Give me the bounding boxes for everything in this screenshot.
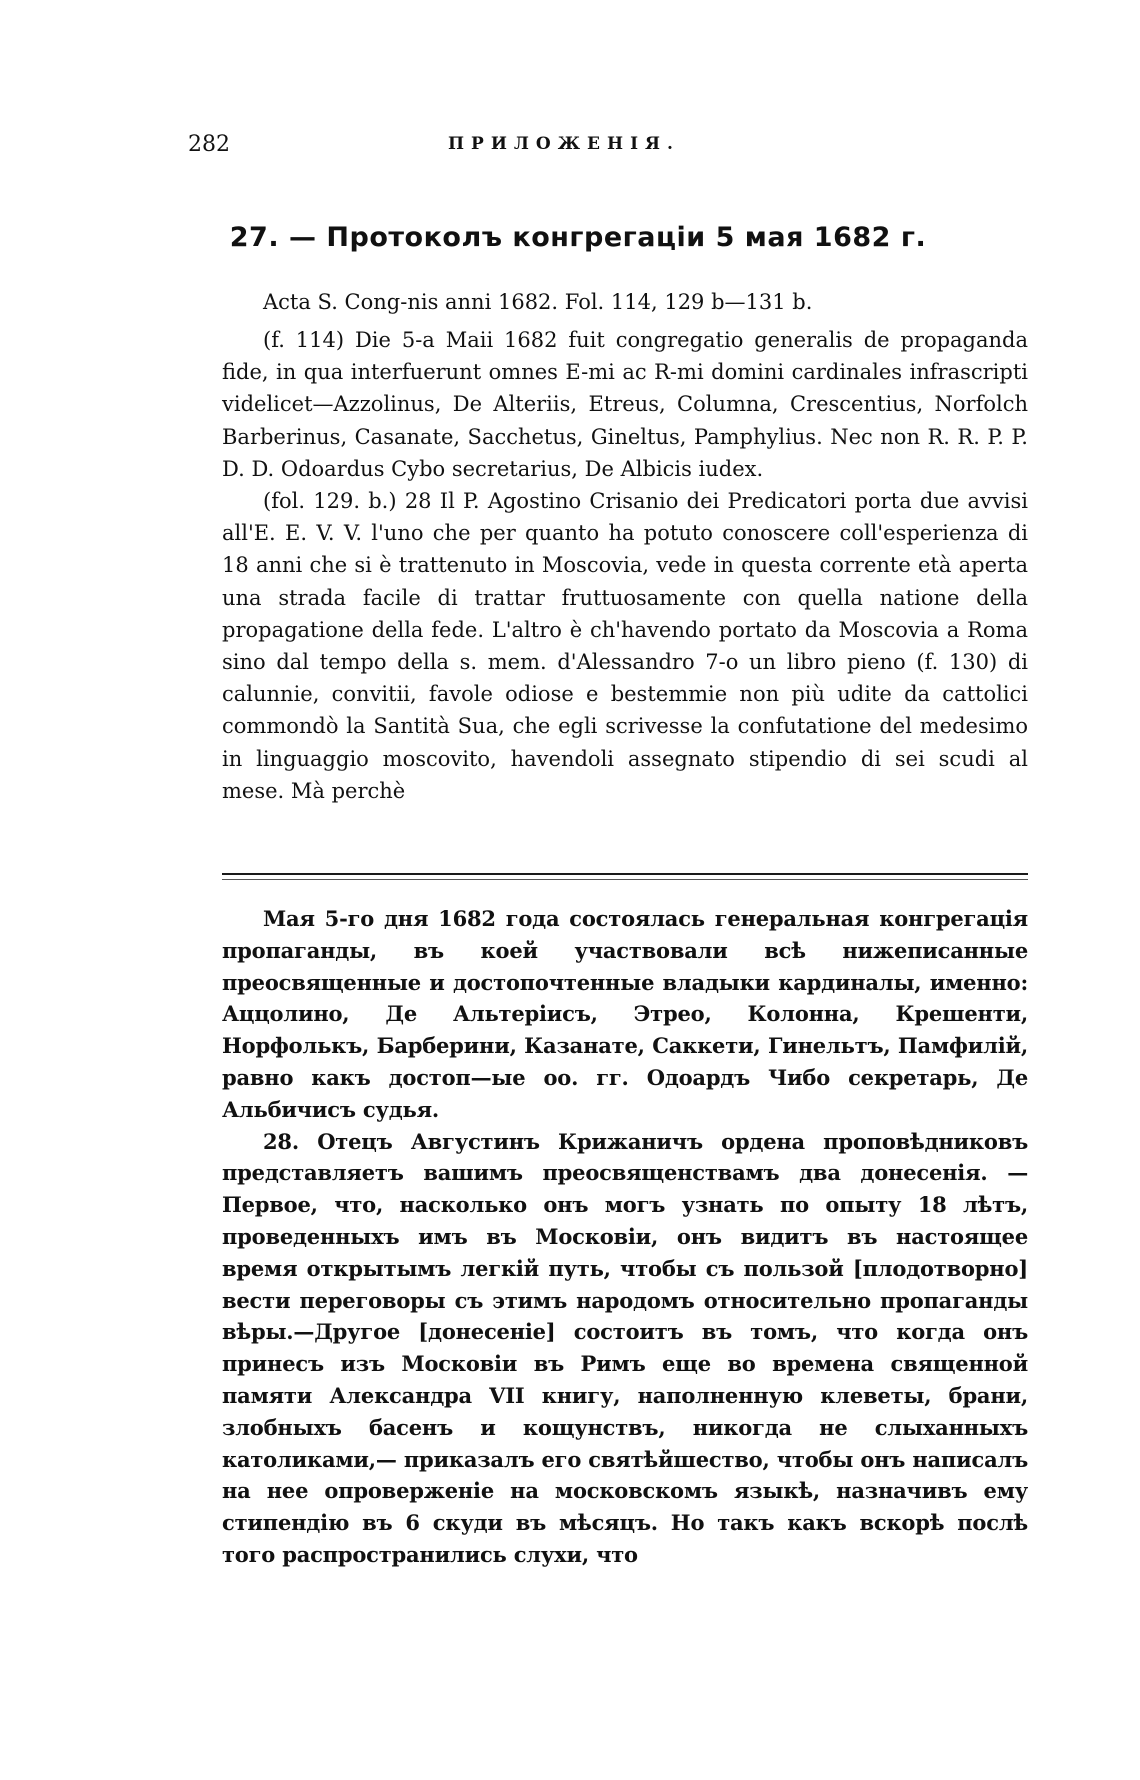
- folio-reference: (f. 114): [263, 328, 345, 352]
- latin-paragraph-2-text: 28 Il P. Agostino Crisanio dei Predicatori porta due avvisi all'E. E. V. V. l'uno che per quanto ha potuto conoscere coll'esperienza di 18 anni che si è trattenuto in Moscovia, vede in questa corrente età aperta una strada facile di trattar fruttuosamente con quella natione della propagatione della fede. L'altro è ch'havendo portato da Moscovia a Roma sino dal tempo della s. mem. d'Alessandro 7-o un libro pieno (f. 130) di calunnie, convitii, favole odiose e bestemmie non più udite da cattolici commondò la Santità Sua, che egli scrivesse la confutatione del medesimo in linguaggio moscovito, havendoli assegnato stipendio di sei scudi al mese. Mà perchè: [222, 489, 1028, 803]
- latin-paragraph-1: [222, 324, 1028, 485]
- divider-rule-thin: [222, 879, 1028, 880]
- folio-reference: (fol. 129. b.): [263, 489, 397, 514]
- russian-paragraph-1: Мая 5-го дня 1682 года состоялась генеральная конгрегація пропаганды, въ коей участвовали всѣ нижеписанные преосвященные и достопочтенные владыки кардиналы, именно: Аццолино, Де Альтерiисъ, Этрео, Колонна, Крешенти, Норфолькъ, Барберини, Казанате, Саккети, Гинельтъ, Памфилій, равно какъ достоп—ые оо. гг. Одоардъ Чибо секретарь, Де Альбичисъ судья.: [222, 906, 1028, 1122]
- divider-rule: [222, 873, 1028, 875]
- russian-paragraph-2: 28. Отецъ Августинъ Крижаничъ ордена проповѣдниковъ представляетъ вашимъ преосвященствамъ два донесенія. — Первое, что, насколько онъ могъ узнать по опыту 18 лѣтъ, проведенныхъ имъ въ Московіи, онъ видитъ въ настоящее время открытымъ легкій путь, чтобы съ пользой [плодотворно] вести переговоры съ этимъ народомъ относительно пропаганды вѣры.—Другое [донесеніе] состоитъ въ томъ, что когда онъ принесъ изъ Московіи въ Римъ еще во времена священной памяти Александра VII книгу, наполненную клеветы, брани, злобныхъ басенъ и кощунствъ, никогда не слыханныхъ католиками,— приказалъ его святѣйшество, чтобы онъ написалъ на нее опроверженіе на московскомъ языкѣ, назначивъ ему стипендію въ 6 скуди въ мѣсяцъ. Но такъ какъ вскорѣ послѣ того распространились слухи, что: [222, 1128, 1028, 1567]
- latin-text-block: [222, 324, 1028, 807]
- latin-paragraph-2: [222, 485, 1028, 807]
- page-header: [188, 132, 968, 162]
- russian-translation-block: [222, 903, 1028, 1571]
- section-title: 27. — Протоколъ конгрегаціи 5 мая 1682 г.: [229, 222, 927, 253]
- latin-paragraph-1-text: Die 5-a Maii 1682 fuit congregatio generalis de propaganda fide, in qua interfuerunt omnes E-mi ac R-mi domini cardinales infrascripti videlicet—Azzolinus, De Alteriis, Etreus, Columna, Crescentius, Norfolch Barberinus, Casanate, Sacchetus, Gineltus, Pamphylius. Nec non R. R. P. P. D. D. Odoardus Cybo secretarius, De Albicis iudex.: [222, 328, 1029, 481]
- page-number: 282: [188, 132, 230, 157]
- running-head: ПРИЛОЖЕНІЯ.: [448, 134, 680, 154]
- source-citation: Acta S. Cong-nis anni 1682. Fol. 114, 129 b—131 b.: [263, 290, 813, 314]
